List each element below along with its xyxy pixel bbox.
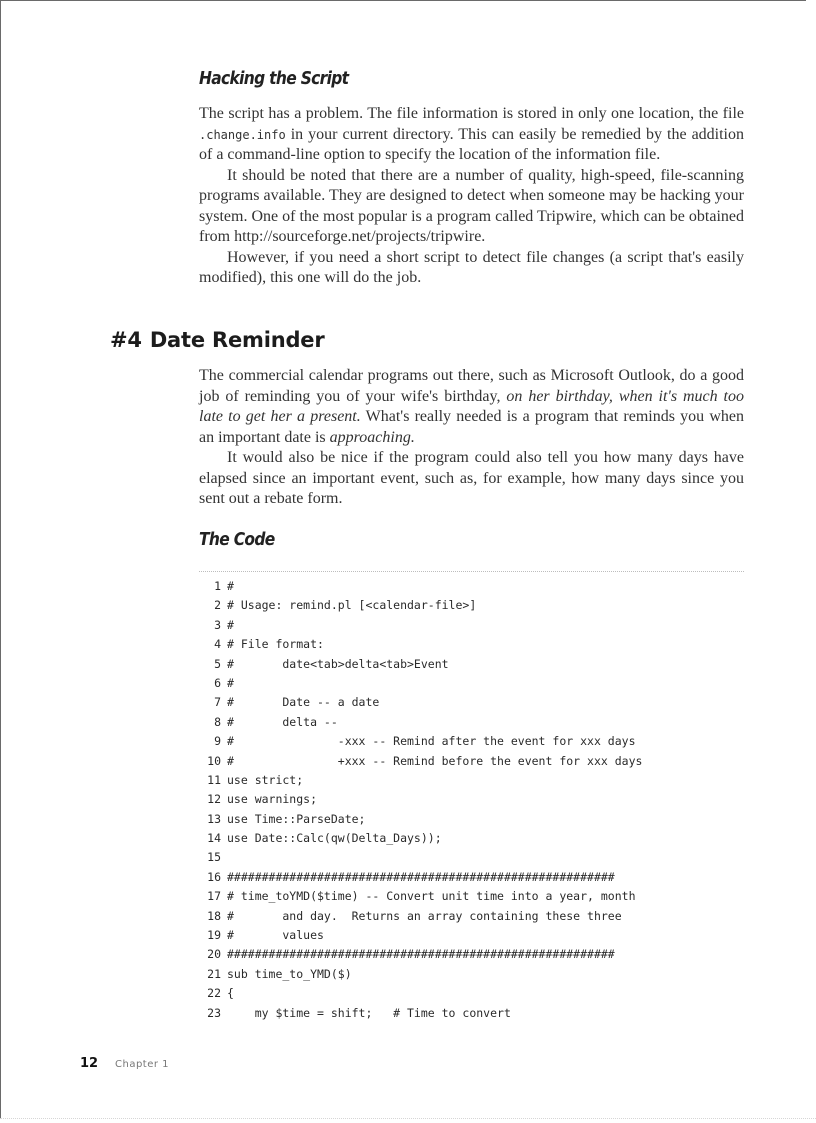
code-text: use Date::Calc(qw(Delta_Days)); — [227, 831, 442, 846]
chapter-title: Date Reminder — [149, 328, 325, 352]
code-line — [204, 771, 642, 790]
line-number: 12 — [207, 792, 221, 807]
code-line — [204, 926, 642, 945]
code-text: ######################################################## — [227, 947, 615, 962]
line-number: 14 — [207, 831, 221, 846]
line-number: 15 — [207, 850, 221, 865]
code-line — [204, 693, 642, 712]
line-number: 22 — [207, 986, 221, 1001]
reminder-paragraph-1: The commercial calendar programs out there, such as Microsoft Outlook, do a good job of reminding you of your wife's birthday, on her birthday, when it's much too late to get her a present. What's really needed is a program that reminds you when an important date is approaching. — [199, 367, 744, 446]
reminder-paragraph-2: It would also be nice if the program could also tell you how many days have elapsed since an important event, such as, for example, how many days since you sent out a rebate form. — [199, 449, 744, 507]
code-line — [204, 907, 642, 926]
chapter-heading — [110, 328, 324, 352]
footer-chapter-label: Chapter 1 — [115, 1059, 170, 1070]
line-number: 18 — [207, 908, 221, 923]
code-line — [204, 577, 642, 596]
code-line — [204, 674, 642, 693]
code-text: # File format: — [227, 637, 324, 652]
code-text: { — [227, 986, 234, 1001]
code-text: use Time::ParseDate; — [227, 811, 366, 826]
hacking-body — [199, 104, 744, 289]
code-text: use warnings; — [227, 792, 318, 807]
code-line — [204, 790, 642, 809]
code-line — [204, 868, 642, 887]
page-border-top — [0, 0, 806, 1]
code-text: # and day. Returns an array containing these three — [227, 908, 622, 923]
code-text: my $time = shift; # Time to convert — [227, 1005, 511, 1020]
line-number: 19 — [207, 928, 221, 943]
code-line — [204, 965, 642, 984]
line-number: 20 — [207, 947, 221, 962]
line-number: 23 — [207, 1005, 221, 1020]
code-text: # +xxx -- Remind before the event for xxx days — [227, 753, 643, 768]
line-number: 21 — [207, 966, 221, 981]
chapter-number: #4 — [110, 328, 142, 352]
code-line — [204, 829, 642, 848]
line-number: 1 — [214, 579, 221, 593]
line-number: 13 — [207, 811, 221, 826]
code-text: # — [227, 617, 234, 632]
code-text: # — [227, 579, 234, 593]
hacking-paragraph-1: The script has a problem. The file information is stored in only one location, the file .change.info in your current directory. This can easily be remedied by the addition of a command-line option to specify the location of the information file. — [199, 105, 744, 163]
line-number: 16 — [207, 869, 221, 884]
page-number: 12 — [80, 1056, 99, 1071]
line-number: 6 — [214, 675, 221, 690]
code-text: # -xxx -- Remind after the event for xxx days — [227, 734, 636, 749]
code-line — [204, 945, 642, 964]
code-text: # Usage: remind.pl [<calendar-file>] — [227, 598, 477, 613]
line-number: 9 — [214, 734, 221, 749]
line-number: 4 — [214, 637, 221, 652]
code-line — [204, 887, 642, 906]
code-text: # delta -- — [227, 714, 338, 729]
line-number: 17 — [207, 889, 221, 904]
line-number: 8 — [214, 714, 221, 729]
code-line — [204, 655, 642, 674]
code-text: sub time_to_YMD($) — [227, 966, 352, 981]
reminder-body — [199, 366, 744, 510]
line-number: 11 — [207, 772, 221, 787]
section-heading-hacking: Hacking the Script — [199, 68, 349, 89]
hacking-paragraph-2: It should be noted that there are a number of quality, high-speed, file-scanning programs available. They are designed to detect when someone may be hacking your system. One of the most popular is a program called Tripwire, which can be obtained from http://sourceforge.net/projects/tripwire. — [199, 166, 744, 245]
code-listing — [204, 577, 642, 1023]
line-number: 3 — [214, 617, 221, 632]
line-number: 7 — [214, 695, 221, 710]
code-line — [204, 635, 642, 654]
code-text: ######################################################## — [227, 869, 615, 884]
code-line — [204, 732, 642, 751]
inline-code-filename: .change.info — [199, 127, 286, 142]
line-number: 5 — [214, 656, 221, 671]
hacking-paragraph-3: However, if you need a short script to detect file changes (a script that's easily modified), this one will do the job. — [199, 248, 744, 286]
code-divider — [199, 571, 744, 572]
code-text: # date<tab>delta<tab>Event — [227, 656, 449, 671]
line-number: 10 — [207, 753, 221, 768]
code-text: # Date -- a date — [227, 695, 380, 710]
code-line — [204, 984, 642, 1003]
page-border-bottom — [0, 1118, 816, 1119]
code-text: # values — [227, 928, 324, 943]
code-line — [204, 848, 642, 867]
code-line — [204, 713, 642, 732]
code-line — [204, 810, 642, 829]
code-line — [204, 616, 642, 635]
code-text: # time_toYMD($time) -- Convert unit time into a year, month — [227, 889, 636, 904]
code-line — [204, 596, 642, 615]
code-text: use strict; — [227, 772, 304, 787]
code-line — [204, 1004, 642, 1023]
code-line — [204, 752, 642, 771]
code-text: # — [227, 675, 234, 690]
section-heading-code: The Code — [199, 529, 275, 550]
page-border-left — [0, 0, 1, 1118]
line-number: 2 — [214, 598, 221, 613]
